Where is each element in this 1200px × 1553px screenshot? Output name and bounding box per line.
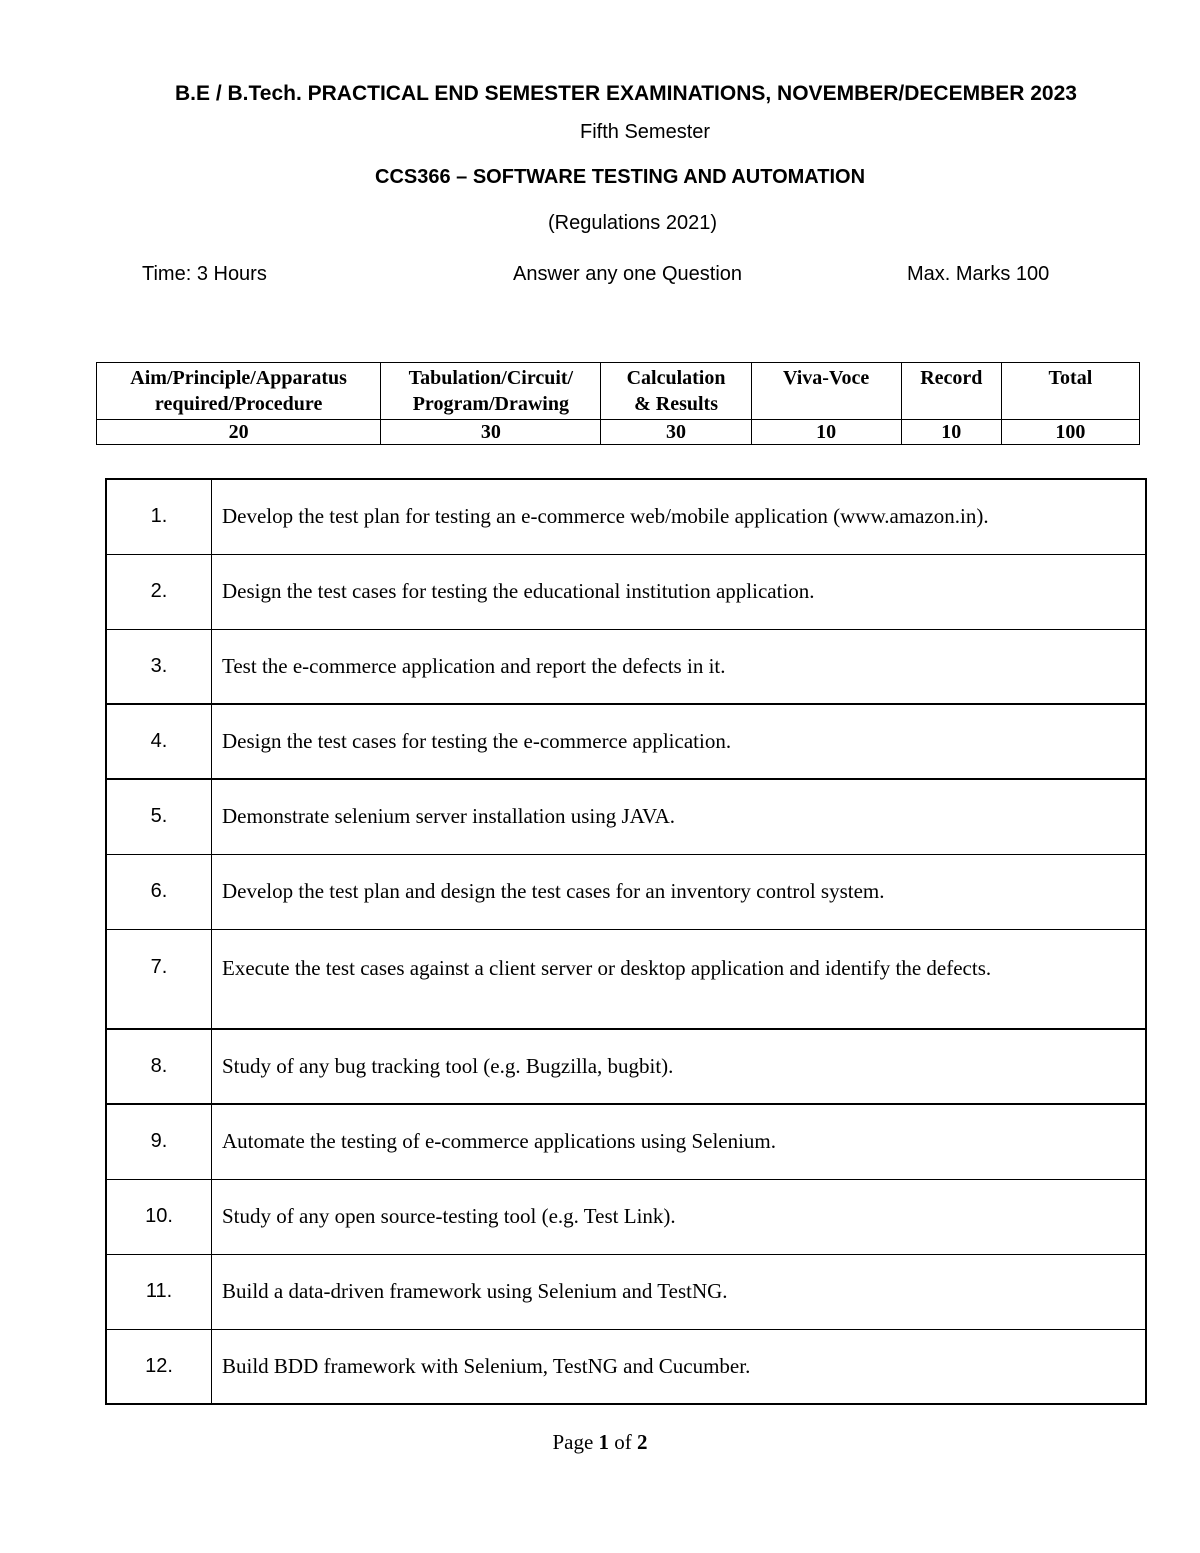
question-text: Study of any open source-testing tool (e.g. Test Link). [212,1179,1147,1254]
question-number: 10. [106,1179,212,1254]
question-number: 5. [106,779,212,854]
question-row [106,1029,1146,1104]
question-number: 9. [106,1104,212,1179]
marks-value-cell: 10 [751,420,901,445]
page-footer [0,1430,1200,1455]
question-number: 12. [106,1329,212,1404]
marks-header-row [97,363,1140,420]
marks-header-cell: Tabulation/Circuit/ Program/Drawing [381,363,601,420]
question-row [106,1329,1146,1404]
exam-title: B.E / B.Tech. PRACTICAL END SEMESTER EXAMINATIONS, NOVEMBER/DECEMBER 2023 [175,82,1077,105]
marks-header-cell: Total [1001,363,1139,420]
question-text: Test the e-commerce application and report the defects in it. [212,629,1147,704]
question-number: 2. [106,554,212,629]
question-text: Build BDD framework with Selenium, TestNG and Cucumber. [212,1329,1147,1404]
course-title: CCS366 – SOFTWARE TESTING AND AUTOMATION [375,166,866,188]
semester-label: Fifth Semester [580,121,711,143]
question-number: 8. [106,1029,212,1104]
page-word: Page [552,1430,594,1454]
question-text: Study of any bug tracking tool (e.g. Bugzilla, bugbit). [212,1029,1147,1104]
question-row [106,1179,1146,1254]
regulations-label: (Regulations 2021) [548,212,717,234]
question-number: 11. [106,1254,212,1329]
question-row [106,554,1146,629]
question-text: Design the test cases for testing the e-commerce application. [212,704,1147,779]
marks-value-cell: 30 [601,420,751,445]
marks-distribution-table [96,362,1140,445]
questions-table [105,478,1147,1405]
question-row [106,779,1146,854]
marks-value-cell: 10 [901,420,1001,445]
question-text: Execute the test cases against a client server or desktop application and identify the defects. [212,929,1147,1029]
question-text: Develop the test plan and design the test cases for an inventory control system. [212,854,1147,929]
of-word: of [614,1430,632,1454]
question-text: Build a data-driven framework using Selenium and TestNG. [212,1254,1147,1329]
question-row [106,704,1146,779]
instruction-label: Answer any one Question [513,263,743,285]
time-label: Time: 3 Hours [142,263,267,285]
marks-value-cell: 20 [97,420,381,445]
marks-header-cell: Record [901,363,1001,420]
marks-header-cell: Calculation & Results [601,363,751,420]
question-row [106,854,1146,929]
question-row [106,629,1146,704]
question-number: 7. [106,929,212,1029]
question-number: 6. [106,854,212,929]
marks-value-cell: 30 [381,420,601,445]
page-number: 1 [598,1430,610,1454]
question-text: Demonstrate selenium server installation using JAVA. [212,779,1147,854]
question-text: Automate the testing of e-commerce applications using Selenium. [212,1104,1147,1179]
marks-header-cell: Viva-Voce [751,363,901,420]
question-text: Develop the test plan for testing an e-commerce web/mobile application (www.amazon.in). [212,479,1147,554]
question-row [106,1254,1146,1329]
question-row [106,929,1146,1029]
question-number: 3. [106,629,212,704]
marks-header-cell: Aim/Principle/Apparatus required/Procedure [97,363,381,420]
question-row [106,479,1146,554]
total-pages: 2 [637,1430,648,1454]
question-text: Design the test cases for testing the educational institution application. [212,554,1147,629]
question-number: 1. [106,479,212,554]
max-marks-label: Max. Marks 100 [907,263,1050,285]
marks-value-cell: 100 [1001,420,1139,445]
marks-values-row [97,420,1140,445]
question-number: 4. [106,704,212,779]
question-row [106,1104,1146,1179]
